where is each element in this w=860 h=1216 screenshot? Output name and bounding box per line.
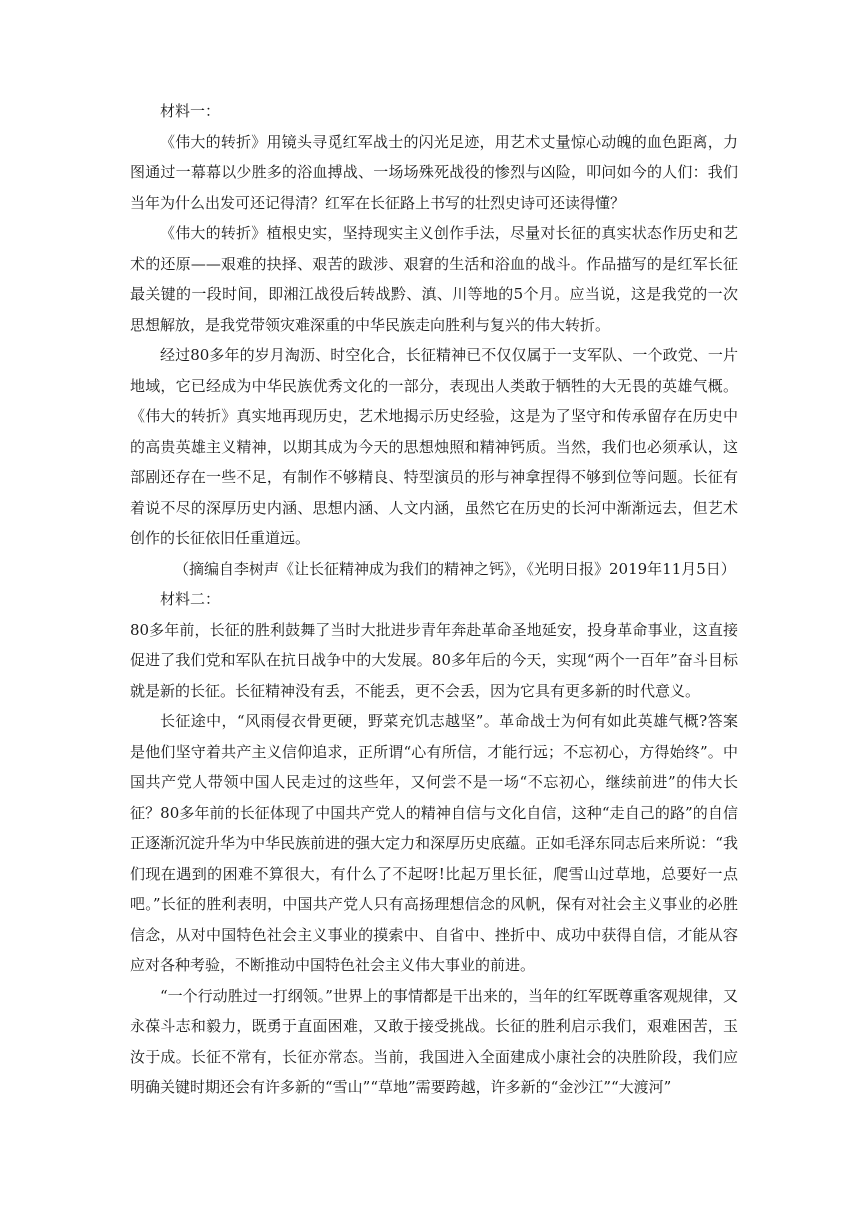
material-two-heading: 材料二： xyxy=(160,590,221,608)
material-one-heading: 材料一： xyxy=(160,102,221,120)
material-one-paragraph-2: 《伟大的转折》植根史实，坚持现实主义创作手法，尽量对长征的真实状态作历史和艺术的还原——艰难的抉择、艰苦的跋涉、艰窘的生活和浴血的战斗。作品描写的是红军长征最关键的一段时间，即湘江战役后转战黔、滇、川等地的5个月。应当说，这是我党的一次思想解放，是我党带领灾难深重的中华民族走向胜利与复兴的伟大转折。 xyxy=(130,224,738,334)
document-page xyxy=(130,96,738,1103)
material-two-paragraph-3: “一个行动胜过一打纲领。”世界上的事情都是干出来的，当年的红军既尊重客观规律，又永葆斗志和毅力，既勇于直面困难，又敢于接受挑战。长征的胜利启示我们，艰难困苦，玉汝于成。长征不常有，长征亦常态。当前，我国进入全面建成小康社会的决胜阶段，我们应明确关键时期还会有许多新的“雪山”“草地”需要跨越，许多新的“金沙江”“大渡河” xyxy=(130,986,738,1096)
material-one-source-citation: （摘编自李树声《让长征精神成为我们的精神之钙》，《光明日报》2019年11月5日） xyxy=(174,559,736,578)
material-one-paragraph-3: 经过80多年的岁月淘沥、时空化合，长征精神已不仅仅属于一支军队、一个政党、一片地域，它已经成为中华民族优秀文化的一部分，表现出人类敢于牺牲的大无畏的英雄气概。《伟大的转折》真实地再现历史，艺术地揭示历史经验，这是为了坚守和传承留存在历史中的高贵英雄主义精神，以期其成为今天的思想烛照和精神钙质。当然，我们也必须承认，这部剧还存在一些不足，有制作不够精良、特型演员的形与神拿捏得不够到位等问题。长征有着说不尽的深厚历史内涵、思想内涵、人文内涵，虽然它在历史的长河中渐渐远去，但艺术创作的长征依旧任重道远。 xyxy=(130,346,738,547)
material-two-paragraph-2: 长征途中，“风雨侵衣骨更硬，野菜充饥志越坚”。革命战士为何有如此英雄气概?答案是他们坚守着共产主义信仰追求，正所谓“心有所信，才能行远；不忘初心，方得始终”。中国共产党人带领中国人民走过的这些年，又何尝不是一场“不忘初心，继续前进”的伟大长征？80多年前的长征体现了中国共产党人的精神自信与文化自信，这种“走自己的路”的自信正逐渐沉淀升华为中华民族前进的强大定力和深厚历史底蕴。正如毛泽东同志后来所说：“我们现在遇到的困难不算很大，有什么了不起呀!比起万里长征，爬雪山过草地，总要好一点吧。”长征的胜利表明，中国共产党人只有高扬理想信念的风帆，保有对社会主义事业的必胜信念，从对中国特色社会主义事业的摸索中、自省中、挫折中、成功中获得自信，才能从容应对各种考验，不断推动中国特色社会主义伟大事业的前进。 xyxy=(130,712,738,974)
material-one-paragraph-1: 《伟大的转折》用镜头寻觅红军战士的闪光足迹，用艺术丈量惊心动魄的血色距离，力图通过一幕幕以少胜多的浴血搏战、一场场殊死战役的惨烈与凶险，叩问如今的人们：我们当年为什么出发可还记得清？红军在长征路上书写的壮烈史诗可还读得懂？ xyxy=(130,132,738,212)
material-two-paragraph-1: 80多年前，长征的胜利鼓舞了当时大批进步青年奔赴革命圣地延安，投身革命事业，这直接促进了我们党和军队在抗日战争中的大发展。80多年后的今天，实现“两个一百年”奋斗目标就是新的长征。长征精神没有丢，不能丢，更不会丢，因为它具有更多新的时代意义。 xyxy=(130,620,738,700)
